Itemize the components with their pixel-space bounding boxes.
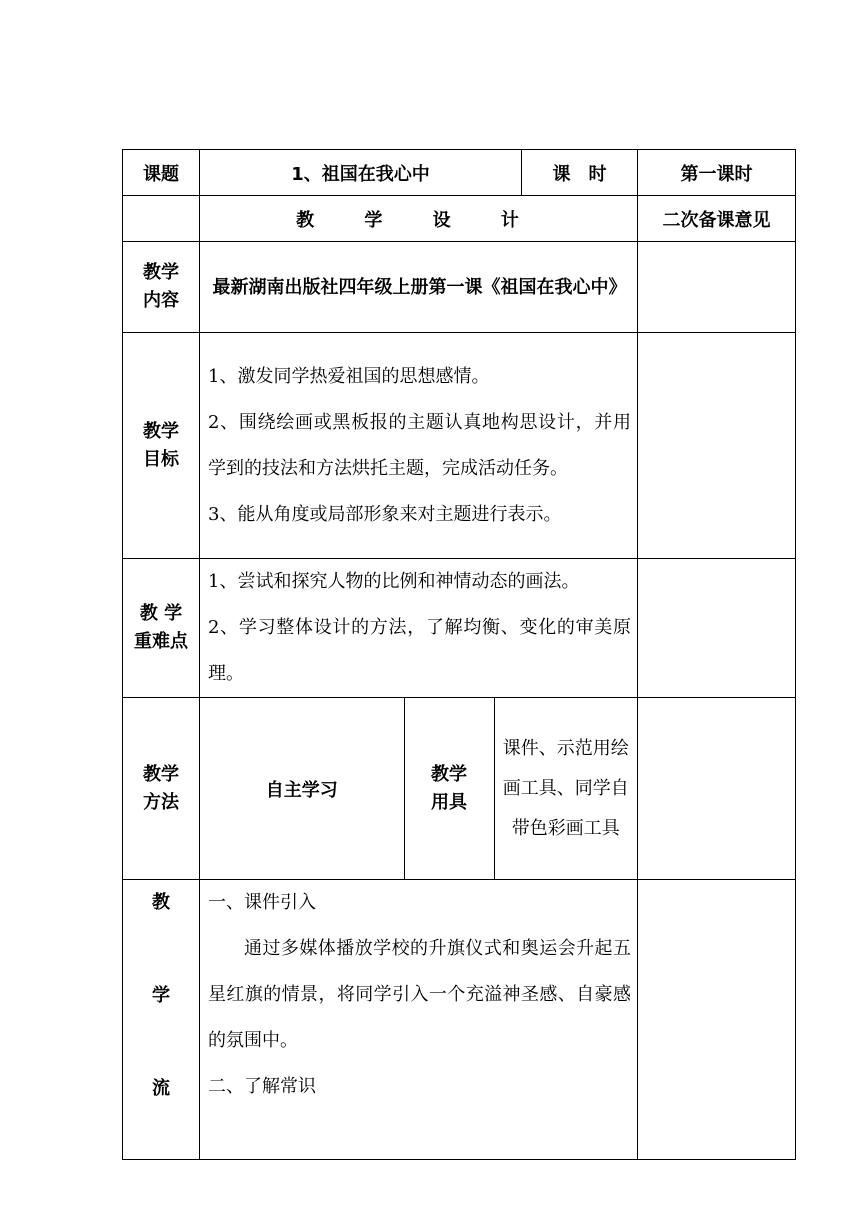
goal-item-3: 3、能从角度或局部形象来对主题进行表示。 bbox=[208, 503, 562, 525]
header-row bbox=[123, 150, 796, 196]
goals-label bbox=[123, 333, 200, 559]
process-label bbox=[123, 880, 200, 1160]
period-label: 课 时 bbox=[522, 150, 638, 196]
content-notes-cell bbox=[638, 242, 796, 333]
design-row-empty-cell bbox=[123, 196, 200, 242]
tools-label-line-1: 教学 bbox=[431, 763, 467, 785]
goals-notes-cell bbox=[638, 333, 796, 559]
process-text-cell bbox=[200, 880, 638, 1160]
process-label-char-3: 流 bbox=[152, 1078, 170, 1099]
design-title: 教 学 设 计 bbox=[296, 209, 541, 231]
design-row bbox=[123, 196, 796, 242]
content-label-line-1: 教学 bbox=[143, 262, 179, 283]
methods-row bbox=[123, 698, 796, 880]
second-prep-label: 二次备课意见 bbox=[638, 196, 796, 242]
process-section-2-heading: 二、了解常识 bbox=[208, 1076, 316, 1097]
process-row bbox=[123, 880, 796, 1160]
tools-value-cell bbox=[494, 698, 637, 879]
key-points-label-line-1: 教 学 bbox=[139, 603, 183, 624]
content-row bbox=[123, 242, 796, 333]
goal-item-2: 2、围绕绘画或黑板报的主题认真地构思设计，并用学到的技法和方法烘托主题，完成活动任务。 bbox=[208, 411, 631, 479]
process-section-1-heading: 一、课件引入 bbox=[208, 892, 316, 913]
period-value: 第一课时 bbox=[638, 150, 796, 196]
process-notes-cell bbox=[638, 880, 796, 1160]
tools-value: 课件、示范用绘画工具、同学自带色彩画工具 bbox=[502, 737, 629, 839]
process-section-1-body: 通过多媒体播放学校的升旗仪式和奥运会升起五星红旗的情景，将同学引入一个充溢神圣感、自豪感的氛围中。 bbox=[208, 938, 631, 1051]
methods-label bbox=[123, 698, 200, 880]
process-label-char-1: 教 bbox=[152, 892, 170, 913]
tools-label-line-2: 用具 bbox=[431, 791, 467, 813]
design-title-cell bbox=[200, 196, 638, 242]
key-points-text-cell bbox=[200, 559, 638, 698]
lesson-plan-document bbox=[122, 149, 795, 1160]
methods-notes-cell bbox=[638, 698, 796, 880]
goals-label-line-2: 目标 bbox=[143, 448, 179, 470]
methods-value: 自主学习 bbox=[265, 779, 338, 801]
methods-inner-cell bbox=[200, 698, 638, 880]
goals-row bbox=[123, 333, 796, 559]
content-label-line-2: 内容 bbox=[143, 290, 179, 311]
methods-inner-table bbox=[200, 698, 637, 879]
content-text: 最新湖南出版社四年级上册第一课《祖国在我心中》 bbox=[212, 276, 627, 298]
goals-text-cell bbox=[200, 333, 638, 559]
process-label-char-2: 学 bbox=[152, 985, 170, 1006]
methods-label-line-1: 教学 bbox=[143, 763, 179, 785]
key-point-item-1: 1、尝试和探究人物的比例和神情动态的画法。 bbox=[208, 571, 580, 592]
key-points-label bbox=[123, 559, 200, 698]
content-text-cell bbox=[200, 242, 638, 333]
goal-item-1: 1、激发同学热爱祖国的思想感情。 bbox=[208, 365, 490, 387]
topic-value: 1、祖国在我心中 bbox=[200, 150, 522, 196]
key-point-item-2: 2、学习整体设计的方法，了解均衡、变化的审美原理。 bbox=[208, 617, 631, 684]
key-points-notes-cell bbox=[638, 559, 796, 698]
topic-label: 课题 bbox=[123, 150, 200, 196]
goals-label-line-1: 教学 bbox=[143, 420, 179, 442]
content-label bbox=[123, 242, 200, 333]
tools-label bbox=[404, 698, 494, 879]
key-points-row bbox=[123, 559, 796, 698]
key-points-label-line-2: 重难点 bbox=[134, 631, 188, 652]
lesson-plan-table bbox=[122, 149, 796, 1160]
methods-label-line-2: 方法 bbox=[143, 791, 179, 813]
